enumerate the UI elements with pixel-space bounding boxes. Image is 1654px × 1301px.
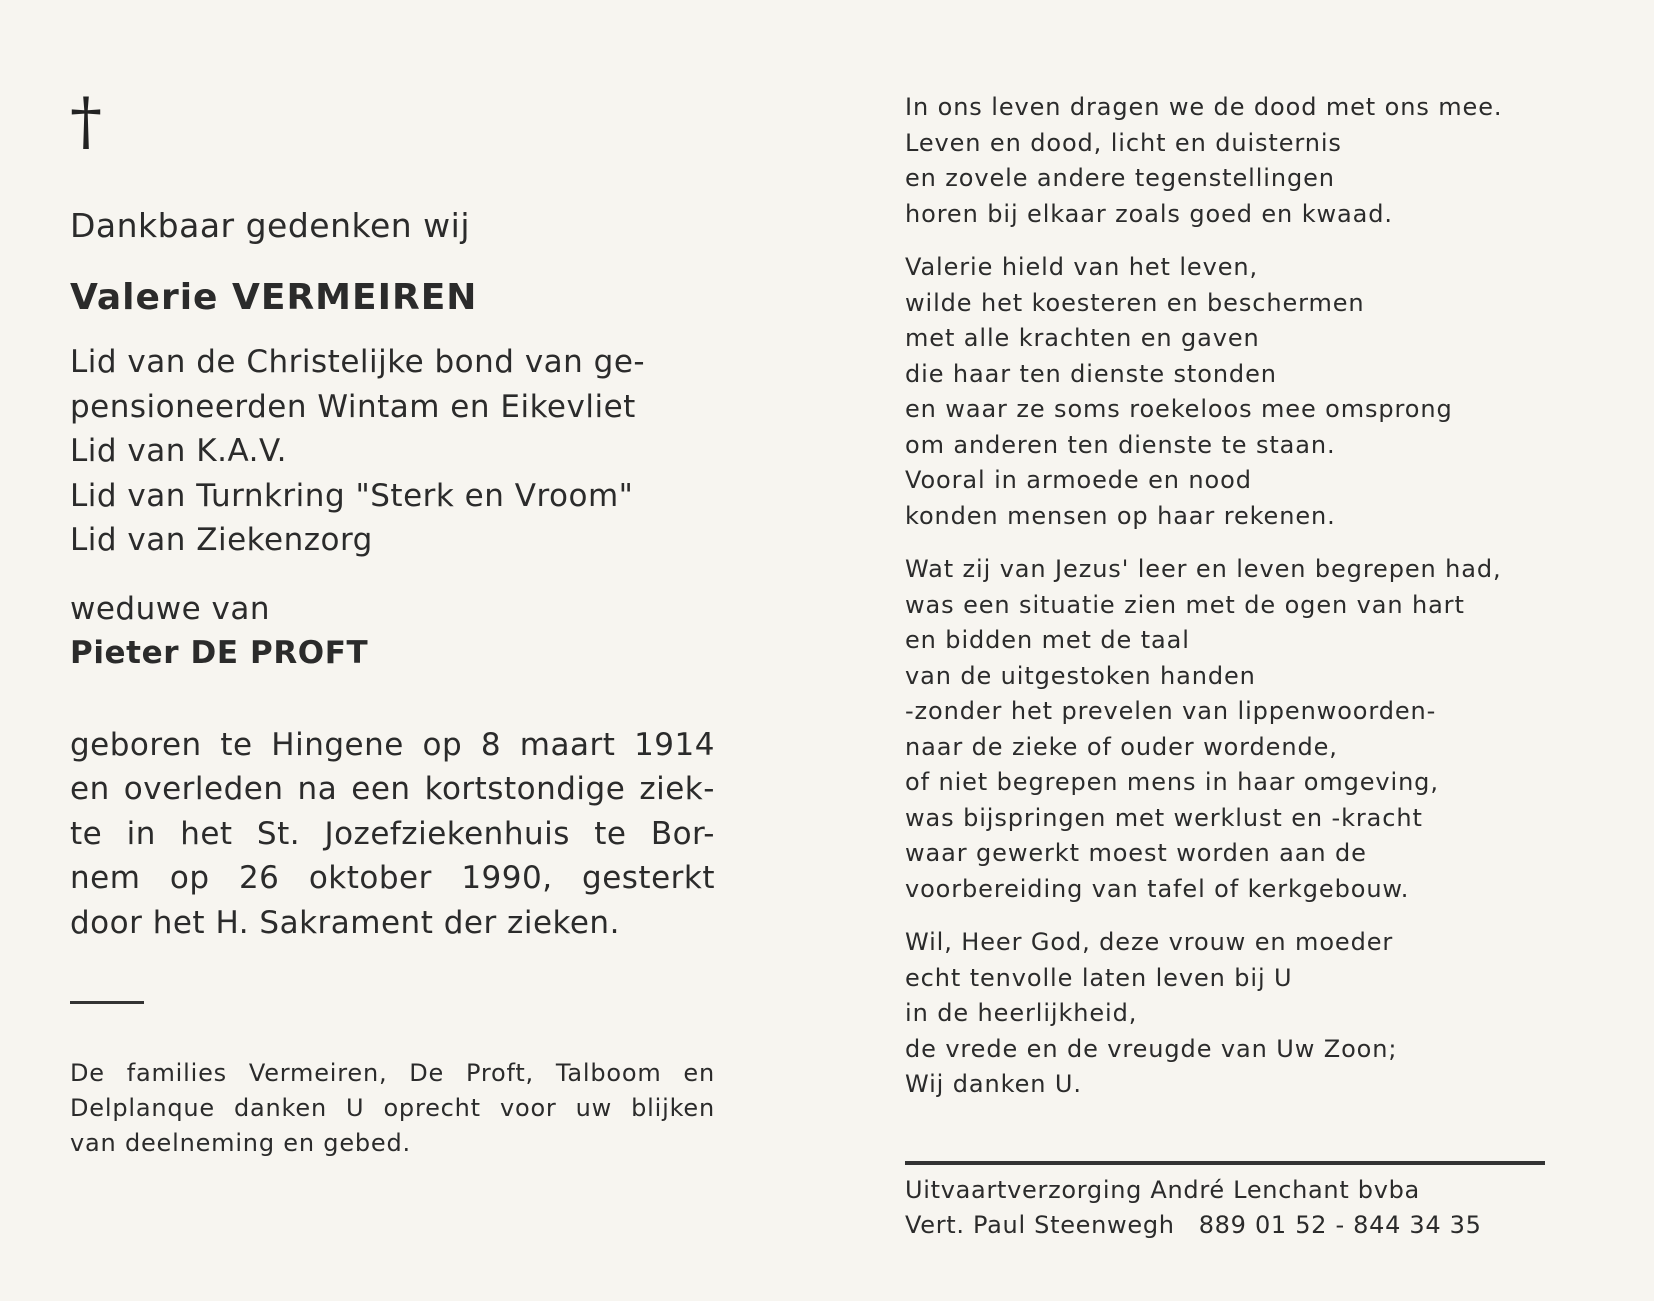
word: families bbox=[126, 1059, 227, 1087]
word: 1914 bbox=[634, 726, 715, 763]
poem-line: de vrede en de vreugde van Uw Zoon; bbox=[905, 1034, 1398, 1063]
footer-phone-numbers: 889 01 52 - 844 34 35 bbox=[1198, 1211, 1482, 1239]
word: maart bbox=[519, 726, 616, 763]
word: na bbox=[297, 771, 338, 807]
poem-stanza-1 bbox=[905, 90, 1545, 232]
divider-dash bbox=[70, 1001, 144, 1004]
bio-line bbox=[70, 723, 715, 768]
poem-line: Leven en dood, licht en duisternis bbox=[905, 128, 1342, 157]
word: 1990, bbox=[461, 860, 553, 896]
word: Proft, bbox=[466, 1059, 534, 1087]
bio-line bbox=[70, 812, 715, 857]
poem-line: naar de zieke of ouder wordende, bbox=[905, 732, 1338, 761]
poem-line: waar gewerkt moest worden aan de bbox=[905, 839, 1367, 867]
poem-line: of niet begrepen mens in haar omgeving, bbox=[905, 768, 1439, 796]
word: De bbox=[70, 1059, 105, 1087]
word: Jozefziekenhuis bbox=[324, 815, 570, 852]
word: oktober bbox=[308, 860, 432, 896]
poem-line: -zonder het prevelen van lippenwoorden- bbox=[905, 697, 1437, 725]
deceased-name: Valerie VERMEIREN bbox=[70, 277, 478, 318]
word: De bbox=[409, 1059, 445, 1087]
footer-rule bbox=[905, 1161, 1545, 1165]
cross-icon: † bbox=[70, 85, 102, 159]
poem-stanza-2 bbox=[905, 250, 1545, 534]
word: Hingene bbox=[271, 726, 404, 763]
poem-line: voorbereiding van tafel of kerkgebouw. bbox=[905, 874, 1410, 903]
word: blijken bbox=[631, 1094, 715, 1122]
membership-line: pensioneerden Wintam en Eikevliet bbox=[70, 388, 636, 425]
word: 8 bbox=[480, 726, 502, 763]
word: kortstondige bbox=[424, 771, 626, 807]
word: en bbox=[683, 1059, 715, 1087]
word: Bor- bbox=[650, 815, 715, 852]
poem-line: van de uitgestoken handen bbox=[905, 661, 1256, 690]
funeral-director-footer bbox=[905, 1173, 1545, 1244]
word: en bbox=[70, 771, 110, 807]
word: een bbox=[351, 771, 411, 807]
word: overleden bbox=[123, 771, 284, 807]
left-panel bbox=[70, 85, 720, 1161]
word: in bbox=[126, 815, 156, 852]
poem-line: horen bij elkaar zoals goed en kwaad. bbox=[905, 199, 1393, 228]
poem-line: Wij danken U. bbox=[905, 1070, 1082, 1098]
poem-line: In ons leven dragen we de dood met ons mee. bbox=[905, 93, 1503, 121]
footer-contact-name: Vert. Paul Steenwegh bbox=[905, 1211, 1175, 1239]
poem-line: en zovele andere tegenstellingen bbox=[905, 164, 1335, 192]
bio-line bbox=[70, 767, 715, 812]
poem-line: met alle krachten en gaven bbox=[905, 324, 1260, 352]
membership-line: Lid van Ziekenzorg bbox=[70, 522, 373, 558]
memberships-list bbox=[70, 340, 720, 563]
word: ziek- bbox=[639, 771, 715, 807]
poem-line: Vooral in armoede en nood bbox=[905, 466, 1252, 494]
poem-line: Wil, Heer God, deze vrouw en moeder bbox=[905, 928, 1394, 956]
thanks-line: van deelneming en gebed. bbox=[70, 1129, 411, 1157]
word: geboren bbox=[70, 726, 202, 763]
widow-label: weduwe van bbox=[70, 590, 271, 627]
poem-line: was bijspringen met werklust en -kracht bbox=[905, 803, 1423, 832]
word: Vermeiren, bbox=[248, 1059, 388, 1087]
poem-line: echt tenvolle laten leven bij U bbox=[905, 963, 1293, 992]
thanks-line bbox=[70, 1056, 715, 1091]
intro-text: Dankbaar gedenken wij bbox=[70, 206, 470, 245]
poem-stanza-4 bbox=[905, 925, 1545, 1103]
bio-line: door het H. Sakrament der zieken. bbox=[70, 904, 620, 941]
word: danken bbox=[234, 1094, 327, 1122]
poem-stanza-3 bbox=[905, 552, 1545, 907]
poem-line: Valerie hield van het leven, bbox=[905, 253, 1259, 281]
poem-line: en waar ze soms roekeloos mee omsprong bbox=[905, 395, 1453, 423]
biography bbox=[70, 723, 720, 946]
word: Delplanque bbox=[70, 1094, 215, 1122]
membership-line: Lid van de Christelijke bond van ge- bbox=[70, 344, 646, 380]
poem-line: en bidden met de taal bbox=[905, 626, 1190, 654]
word: te bbox=[594, 815, 627, 852]
spouse-name: Pieter DE PROFT bbox=[70, 634, 369, 671]
membership-line: Lid van Turnkring "Sterk en Vroom" bbox=[70, 477, 634, 514]
word: te bbox=[70, 815, 103, 852]
poem-line: om anderen ten dienste te staan. bbox=[905, 430, 1336, 459]
word: uw bbox=[575, 1094, 613, 1122]
membership-line: Lid van K.A.V. bbox=[70, 433, 288, 469]
poem-line: Wat zij van Jezus' leer en leven begrepen had, bbox=[905, 555, 1502, 583]
word: nem bbox=[70, 860, 141, 896]
right-panel bbox=[905, 90, 1545, 1244]
word: oprecht bbox=[383, 1094, 481, 1122]
poem-line: in de heerlijkheid, bbox=[905, 999, 1138, 1027]
word: St. bbox=[256, 815, 301, 852]
thanks-line bbox=[70, 1091, 715, 1126]
word: voor bbox=[499, 1094, 557, 1122]
poem-line: die haar ten dienste stonden bbox=[905, 359, 1277, 388]
footer-contact-line bbox=[905, 1208, 1545, 1244]
word: gesterkt bbox=[582, 860, 715, 896]
word: Talboom bbox=[555, 1059, 662, 1087]
word: op bbox=[422, 726, 463, 763]
family-thanks bbox=[70, 1056, 720, 1161]
word: het bbox=[180, 815, 233, 852]
word: 26 bbox=[238, 860, 280, 896]
word: op bbox=[169, 860, 210, 896]
poem-line: wilde het koesteren en beschermen bbox=[905, 288, 1365, 317]
footer-company: Uitvaartverzorging André Lenchant bvba bbox=[905, 1175, 1420, 1204]
bio-line bbox=[70, 856, 715, 901]
word: U bbox=[346, 1094, 365, 1122]
poem-line: konden mensen op haar rekenen. bbox=[905, 501, 1336, 530]
poem-line: was een situatie zien met de ogen van hart bbox=[905, 590, 1465, 619]
word: te bbox=[220, 726, 253, 763]
